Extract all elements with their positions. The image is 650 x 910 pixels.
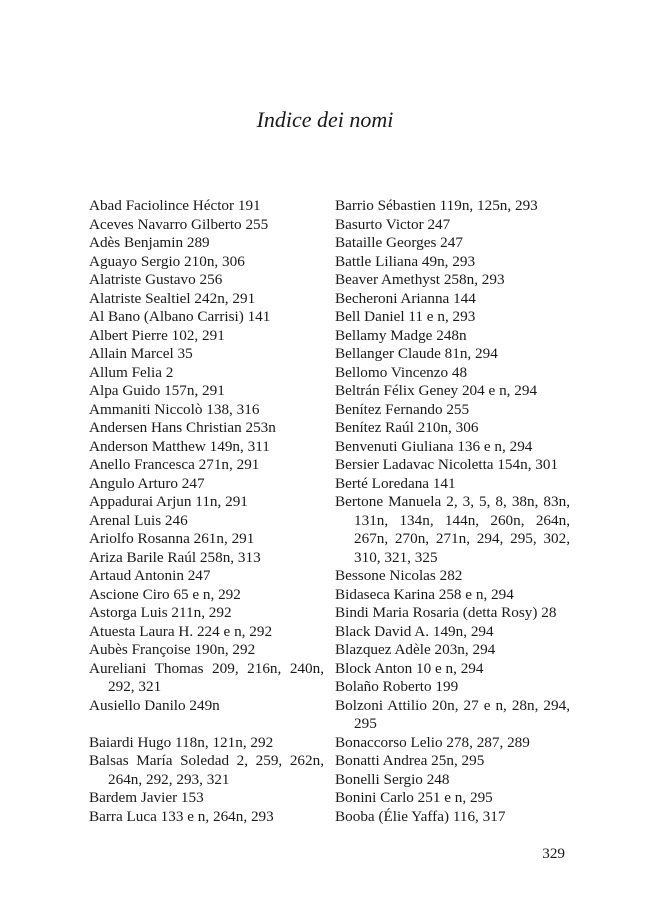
index-entry: Adès Benjamin 289	[89, 234, 210, 251]
index-entry: Bell Daniel 11 e n, 293	[335, 308, 476, 325]
index-entry: Ariolfo Rosanna 261n, 291	[89, 530, 255, 547]
index-entry: Blazquez Adèle 203n, 294	[335, 641, 496, 658]
index-entry: Baiardi Hugo 118n, 121n, 292	[89, 733, 274, 751]
index-entry: Aceves Navarro Gilberto 255	[89, 215, 269, 233]
index-entry: Andersen Hans Christian 253n	[89, 419, 276, 436]
index-entry: Berté Loredana 141	[335, 474, 456, 492]
index-entry: Bersier Ladavac Nicoletta 154n, 301	[335, 456, 559, 473]
index-entry: Basurto Victor 247	[335, 215, 451, 233]
index-entry: Ammaniti Niccolò 138, 316	[89, 400, 260, 418]
index-entry: Bidaseca Karina 258 e n, 294	[335, 585, 514, 603]
index-entry: Beaver Amethyst 258n, 293	[335, 271, 505, 288]
index-entry: Anello Francesca 271n, 291	[89, 456, 260, 473]
index-entry: Ausiello Danilo 249n	[89, 696, 220, 714]
index-entry: Alatriste Gustavo 256	[89, 271, 223, 288]
index-entry: Al Bano (Albano Carrisi) 141	[89, 308, 271, 325]
index-entry: Bessone Nicolas 282	[335, 567, 463, 584]
index-entry: Bardem Javier 153	[89, 789, 204, 806]
index-entry: Bolzoni Attilio 20n, 27 e n, 28n, 294, 295	[335, 696, 570, 732]
index-entry: Balsas María Soledad 2, 259, 262n, 264n, 292, 293, 321	[89, 752, 324, 788]
index-entry: Benvenuti Giuliana 136 e n, 294	[335, 437, 533, 455]
index-entry: Allum Felia 2	[89, 363, 174, 381]
index-entry: Artaud Antonin 247	[89, 567, 211, 584]
index-entry: Becheroni Arianna 144	[335, 289, 476, 307]
index-entry: Aureliani Thomas 209, 216n, 240n, 292, 321	[89, 659, 324, 695]
index-entry: Benítez Raúl 210n, 306	[335, 419, 479, 436]
index-entry: Anderson Matthew 149n, 311	[89, 437, 270, 455]
index-entry: Alpa Guido 157n, 291	[89, 382, 225, 399]
index-entry: Barrio Sébastien 119n, 125n, 293	[335, 197, 538, 214]
index-entry: Block Anton 10 e n, 294	[335, 659, 484, 677]
index-entry: Albert Pierre 102, 291	[89, 326, 225, 344]
index-entry: Booba (Élie Yaffa) 116, 317	[335, 807, 506, 825]
index-entry: Benítez Fernando 255	[335, 400, 470, 418]
index-entry: Atuesta Laura H. 224 e n, 292	[89, 622, 273, 640]
index-entry: Bonaccorso Lelio 278, 287, 289	[335, 733, 530, 751]
index-entry: Ascione Ciro 65 e n, 292	[89, 585, 241, 603]
index-entry: Abad Faciolince Héctor 191	[89, 197, 261, 214]
index-entry: Bellanger Claude 81n, 294	[335, 345, 498, 362]
page-title: Indice dei nomi	[256, 107, 394, 132]
index-entry: Bertone Manuela 2, 3, 5, 8, 38n, 83n, 131n, 134n, 144n, 260n, 264n, 267n, 270n, 271n, 294, 295, 302, 310, 321, 325	[335, 493, 570, 566]
index-entry: Astorga Luis 211n, 292	[89, 604, 232, 621]
index-entry: Bonelli Sergio 248	[335, 770, 450, 788]
index-entry: Barra Luca 133 e n, 264n, 293	[89, 807, 274, 825]
index-entry: Appadurai Arjun 11n, 291	[89, 493, 248, 510]
index-column-right	[335, 197, 570, 826]
index-column-left	[89, 197, 324, 826]
index-entry: Battle Liliana 49n, 293	[335, 252, 476, 270]
index-entry: Bolaño Roberto 199	[335, 678, 459, 695]
index-entry: Bellomo Vincenzo 48	[335, 363, 468, 381]
index-entry: Beltrán Félix Geney 204 e n, 294	[335, 382, 538, 399]
index-entry: Bindi Maria Rosaria (detta Rosy) 28	[335, 604, 557, 621]
index-entry: Angulo Arturo 247	[89, 474, 205, 492]
index-entry: Bataille Georges 247	[335, 234, 463, 251]
index-entry: Ariza Barile Raúl 258n, 313	[89, 548, 261, 566]
page-number: 329	[542, 845, 565, 862]
index-entry: Alatriste Sealtiel 242n, 291	[89, 289, 256, 307]
index-entry: Aguayo Sergio 210n, 306	[89, 252, 245, 270]
index-entry: Bellamy Madge 248n	[335, 326, 467, 344]
index-entry: Bonatti Andrea 25n, 295	[335, 752, 485, 769]
index-entry: Allain Marcel 35	[89, 345, 193, 362]
index-entry: Arenal Luis 246	[89, 511, 188, 529]
index-entry: Black David A. 149n, 294	[335, 622, 494, 640]
index-entry: Aubès Françoise 190n, 292	[89, 641, 256, 658]
index-entry: Bonini Carlo 251 e n, 295	[335, 789, 493, 806]
